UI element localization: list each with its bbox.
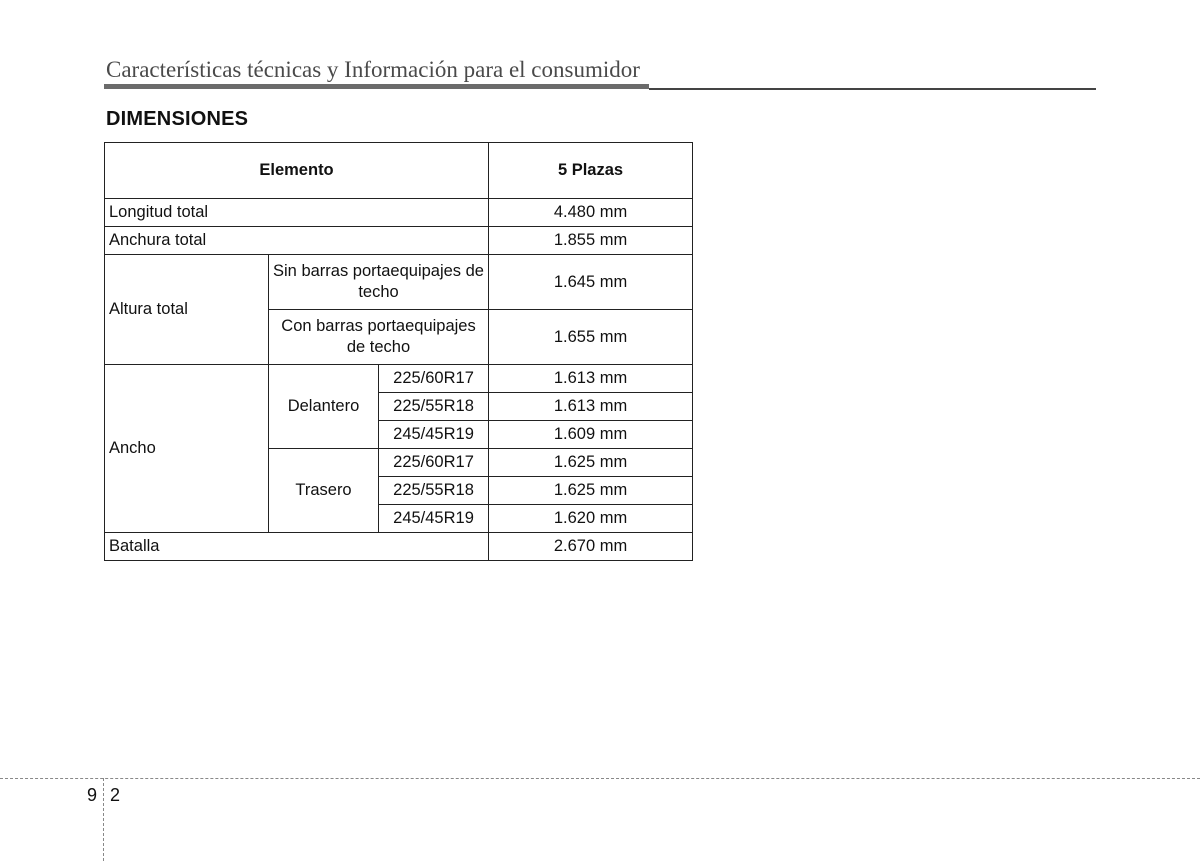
table-row [105,533,693,561]
tire-value: 1.613 mm [489,365,693,393]
tire-value: 1.625 mm [489,449,693,477]
row-value-anchura: 1.855 mm [489,227,693,255]
row-value-longitud: 4.480 mm [489,199,693,227]
column-header-5-seats: 5 Plazas [489,143,693,199]
footer-vertical-divider [103,778,104,861]
value-sin-barras: 1.645 mm [489,255,693,310]
sublabel-delantero: Delantero [269,365,379,449]
tire-value: 1.609 mm [489,421,693,449]
column-header-element: Elemento [105,143,489,199]
tire-size: 225/60R17 [379,365,489,393]
row-label-ancho: Ancho [105,365,269,533]
value-con-barras: 1.655 mm [489,310,693,365]
tire-value: 1.625 mm [489,477,693,505]
sublabel-con-barras: Con barras portaequipajes de techo [269,310,489,365]
table-row [105,255,693,310]
section-heading: DIMENSIONES [106,108,249,130]
row-value-batalla: 2.670 mm [489,533,693,561]
sublabel-sin-barras: Sin barras portaequipajes de techo [269,255,489,310]
table-row [105,199,693,227]
row-label-longitud: Longitud total [105,199,489,227]
page-number: 2 [110,785,121,805]
header-rule [104,84,649,89]
table-header-row [105,143,693,199]
tire-size: 245/45R19 [379,505,489,533]
tire-size: 225/55R18 [379,393,489,421]
row-label-altura: Altura total [105,255,269,365]
dimensions-table [104,142,693,561]
tire-value: 1.620 mm [489,505,693,533]
table-row [105,227,693,255]
sublabel-trasero: Trasero [269,449,379,533]
row-label-anchura: Anchura total [105,227,489,255]
page-header-title: Características técnicas y Información para el consumidor [106,57,640,82]
header-rule-thin [649,88,1096,90]
tire-size: 225/60R17 [379,449,489,477]
table-row [105,365,693,393]
footer-divider [0,778,1200,779]
tire-size: 245/45R19 [379,421,489,449]
row-label-batalla: Batalla [105,533,489,561]
tire-value: 1.613 mm [489,393,693,421]
tire-size: 225/55R18 [379,477,489,505]
chapter-number: 9 [87,785,98,805]
